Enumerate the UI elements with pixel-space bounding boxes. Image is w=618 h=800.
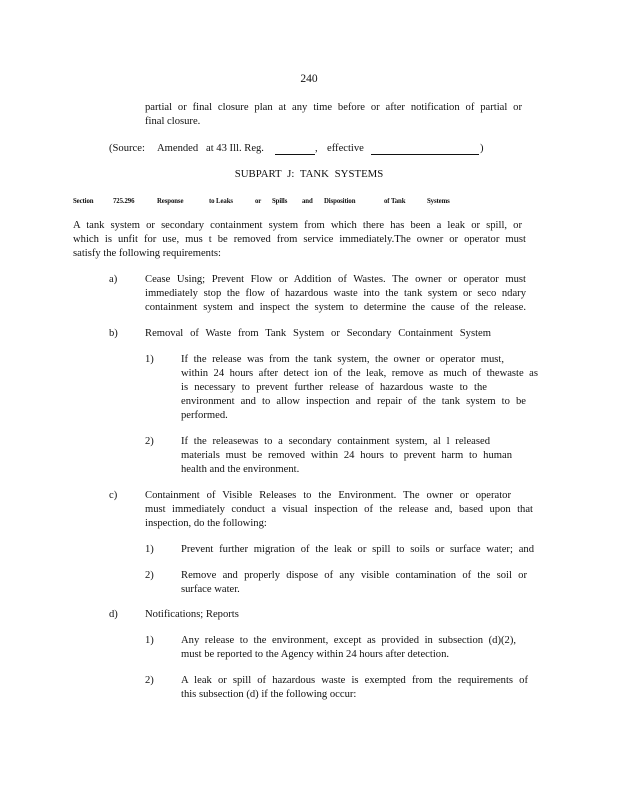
- section-title-word-1: Response: [157, 198, 184, 205]
- subpart-heading: SUBPART J: TANK SYSTEMS: [234, 168, 384, 180]
- item-c2-line-2: surface water.: [181, 584, 240, 595]
- source-close-paren: ): [480, 143, 484, 154]
- item-d2-line-2: this subsection (d) if the following occur:: [181, 689, 357, 700]
- section-word: Section: [73, 198, 94, 205]
- section-title-word-3: or: [255, 198, 262, 205]
- intro-line-1: A tank system or secondary containment system from which there has been a leak or spill, or: [73, 220, 522, 231]
- continuation-line-1: partial or final closure plan at any time before or after notification of partial or: [145, 102, 522, 113]
- page-number: 240: [300, 73, 318, 85]
- item-d2-line-1: A leak or spill of hazardous waste is exempted from the requirements of: [181, 675, 528, 686]
- intro-line-2: which is unfit for use, mus t be removed from service immediately.The owner or operator must: [73, 234, 526, 245]
- section-title-word-6: Disposition: [324, 198, 356, 205]
- item-c2-line-1: Remove and properly dispose of any visible contamination of the soil or: [181, 570, 527, 581]
- item-b2-line-2: materials must be removed within 24 hours to prevent harm to human: [181, 450, 512, 461]
- item-b2-line-1: If the releasewas to a secondary containment system, al l released: [181, 436, 490, 447]
- item-c-line-1: Containment of Visible Releases to the Environment. The owner or operator: [145, 490, 511, 501]
- item-b-label: b): [109, 328, 118, 339]
- item-c-line-3: inspection, do the following:: [145, 518, 267, 529]
- item-d2-label: 2): [145, 675, 154, 686]
- item-d1-line-2: must be reported to the Agency within 24 hours after detection.: [181, 649, 450, 660]
- item-c1-line-1: Prevent further migration of the leak or spill to soils or surface water; and: [181, 544, 534, 555]
- item-d-label: d): [109, 609, 118, 620]
- section-title-word-7: of Tank: [384, 198, 406, 205]
- item-c-label: c): [109, 490, 118, 501]
- item-d1-label: 1): [145, 635, 154, 646]
- effective-blank-line: [371, 154, 479, 155]
- source-comma: ,: [315, 143, 318, 154]
- intro-line-3: satisfy the following requirements:: [73, 248, 221, 259]
- item-a-label: a): [109, 274, 118, 285]
- item-d1-line-1: Any release to the environment, except as provided in subsection (d)(2),: [181, 635, 516, 646]
- section-number: 725.296: [113, 198, 135, 205]
- item-b1-line-1: If the release was from the tank system, the owner or operator must,: [181, 354, 504, 365]
- item-b1-line-5: performed.: [181, 410, 228, 421]
- item-b1-line-3: is necessary to prevent further release of hazardous waste to the: [181, 382, 487, 393]
- item-b2-label: 2): [145, 436, 154, 447]
- item-c-line-2: must immediately conduct a visual inspection of the release and, based upon that: [145, 504, 533, 515]
- continuation-line-2: final closure.: [145, 116, 201, 127]
- item-b1-line-2: within 24 hours after detect ion of the leak, remove as much of thewaste as: [181, 368, 538, 379]
- item-a-line-1: Cease Using; Prevent Flow or Addition of Wastes. The owner or operator must: [145, 274, 526, 285]
- section-title-word-4: Spills: [272, 198, 288, 205]
- item-c2-label: 2): [145, 570, 154, 581]
- section-title-word-5: and: [302, 198, 313, 205]
- source-register: at 43 Ill. Reg.: [206, 143, 264, 154]
- section-title-word-8: Systems: [427, 198, 450, 205]
- source-effective: effective: [327, 143, 364, 154]
- section-title-word-2: to Leaks: [209, 198, 233, 205]
- item-b1-label: 1): [145, 354, 154, 365]
- item-a-line-2: immediately stop the flow of hazardous waste into the tank system or seco ndary: [145, 288, 526, 299]
- register-blank-line: [275, 154, 315, 155]
- item-c1-label: 1): [145, 544, 154, 555]
- item-b-heading: Removal of Waste from Tank System or Secondary Containment System: [145, 328, 491, 339]
- item-b2-line-3: health and the environment.: [181, 464, 300, 475]
- source-label: (Source:: [109, 143, 145, 154]
- item-d-heading: Notifications; Reports: [145, 609, 239, 620]
- item-b1-line-4: environment and to allow inspection and repair of the tank system to be: [181, 396, 526, 407]
- item-a-line-3: containment system and inspect the system to determine the cause of the release.: [145, 302, 526, 313]
- source-amended: Amended: [157, 143, 199, 154]
